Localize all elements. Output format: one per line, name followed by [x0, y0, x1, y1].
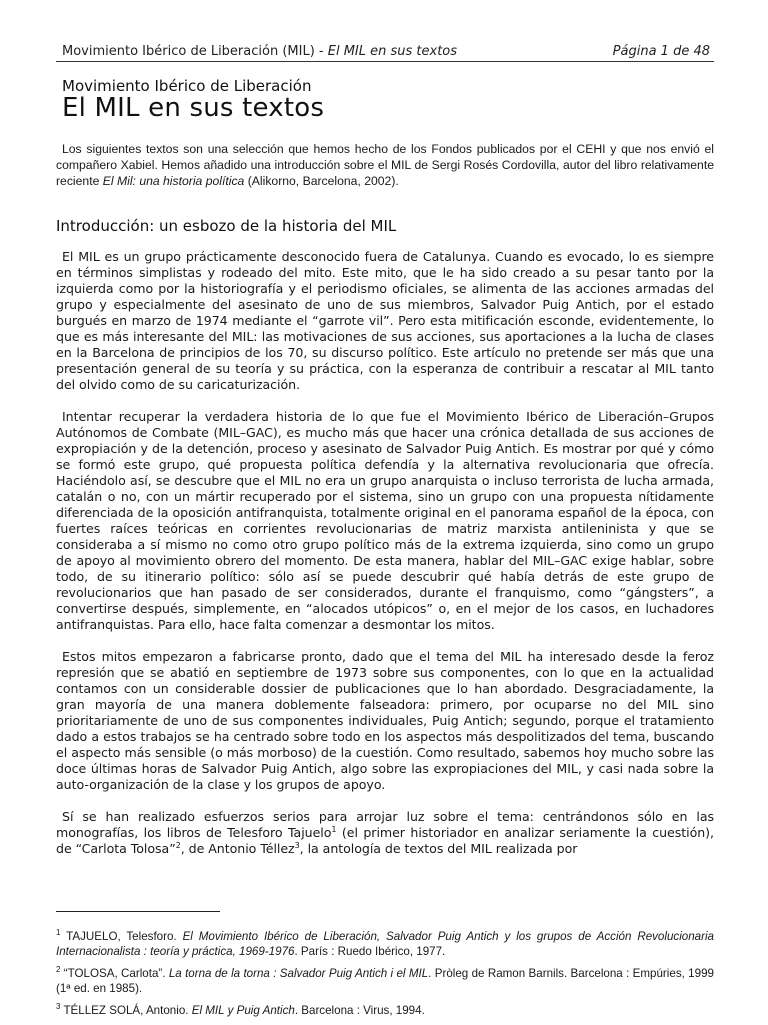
intro-book-title: El Mil: una historia política	[102, 174, 245, 188]
paragraph-3: Estos mitos empezaron a fabricarse pronto, dado que el tema del MIL ha interesado desde la feroz represión que se abatió en septiembre de 1973 sobre sus componentes, con lo que en la actualidad contamos con un considerable dossier de publicaciones que lo han abordado. Desgraciadamente, la gran mayoría de una manera doblemente falseadora: primero, por ocuparse no del MIL sino prioritariamente de uno de sus componentes individuales, Puig Antich; segundo, porque el tratamiento dado a estos trabajos se ha centrado sobre todo en los aspectos más despolitizados del tema, buscando el aspecto más sensible (o más morboso) de la cuestión. Como resultado, sabemos hoy mucho sobre las doce últimas horas de Salvador Puig Antich, algo sobre las expropiaciones del MIL, y casi nada sobre la auto-organización de la clase y los grupos de apoyo.	[56, 649, 714, 792]
running-header	[56, 44, 714, 62]
paragraph-4-part-c: , de Antonio Téllez	[180, 841, 295, 856]
footnote-1	[56, 929, 714, 959]
header-left	[56, 44, 457, 59]
header-left-plain: Movimiento Ibérico de Liberación (MIL) -	[62, 44, 328, 59]
paragraph-1: El MIL es un grupo prácticamente desconocido fuera de Catalunya. Cuando es evocado, lo es siempre en términos simplistas y rodeado del mito. Este mito, que le ha sido creado a su pesar tanto por la izquierda como por la historiografía y el periodismo oficiales, se alimenta de las acciones armadas del grupo y especialmente del asesinato de uno de sus miembros, Salvador Puig Antich, por el estado burgués en marzo de 1974 mediante el “garrote vil”. Pero esta mitificación esconde, evidentemente, lo que es más interesante del MIL: las motivaciones de sus acciones, sus aportaciones a la lucha de clases en la Barcelona de principios de los 70, su discurso político. Este artículo no pretende ser más que una presentación general de su teoría y su práctica, con la esperanza de contribuir a rescatar al MIL tanto del olvido como de su caricaturización.	[56, 249, 714, 392]
footnote-author: “TOLOSA, Carlota”.	[63, 967, 169, 980]
footnote-number: 1	[56, 928, 61, 938]
footnote-author: TÉLLEZ SOLÁ, Antonio.	[63, 1004, 192, 1017]
intro-note	[56, 141, 714, 189]
footnote-2	[56, 966, 714, 996]
paragraph-4-part-d: , la antología de textos del MIL realizada por	[299, 841, 578, 856]
paragraph-4-part-a: Sí se han realizado esfuerzos serios para arrojar luz sobre el tema: centrándonos sólo en las monografías, los libros de Telesforo Tajuelo	[56, 809, 714, 840]
footnote-3	[56, 1003, 714, 1018]
footnote-title: El Movimiento Ibérico de Liberación, Salvador Puig Antich y los grupos de Acción Revolucionaria Internacionalista : teoría y práctica, 1969-1976	[56, 930, 715, 958]
footnote-publication: . Barcelona : Virus, 1994.	[294, 1004, 425, 1017]
footnote-ref-3[interactable]: 3	[294, 840, 300, 850]
footnote-divider	[56, 911, 220, 912]
document-supertitle: Movimiento Ibérico de Liberación	[62, 77, 312, 95]
footnote-author: TAJUELO, Telesforo.	[66, 930, 183, 943]
body-text	[56, 249, 714, 873]
footnotes	[56, 929, 714, 1025]
paragraph-4-part-b: (el primer historiador en analizar seriamente la cuestión), de “Carlota Tolosa”	[56, 825, 715, 856]
page-number: Página 1 de 48	[612, 44, 710, 59]
document-title: El MIL en sus textos	[62, 93, 325, 123]
footnote-number: 3	[56, 1002, 61, 1012]
footnote-title: La torna de la torna : Salvador Puig Antich i el MIL	[168, 967, 429, 980]
footnote-publication: . Pròleg de Ramon Barnils. Barcelona : Empúries, 1999 (1ª ed. en 1985).	[56, 967, 714, 995]
intro-text-a: Los siguientes textos son una selección que hemos hecho de los Fondos publicados por el CEHI y que nos envió el compañero Xabiel. Hemos añadido una introducción sobre el MIL de Sergi Rosés Cordovilla, autor del libro relativamente reciente	[56, 142, 714, 188]
intro-text-b: (Alikorno, Barcelona, 2002).	[244, 174, 399, 188]
paragraph-2: Intentar recuperar la verdadera historia de lo que fue el Movimiento Ibérico de Liberación–Grupos Autónomos de Combate (MIL–GAC), es mucho más que hacer una crónica detallada de sus acciones de expropiación y de la detención, proceso y asesinato de Salvador Puig Antich. Es mostrar por qué y cómo se formó este grupo, qué propuesta política defendía y la alternativa revolucionaria que ofrecía. Haciéndolo así, se descubre que el MIL no era un grupo anarquista o incluso terrorista de lucha armada, catalán o no, con un mártir recuperado por el sistema, sino un grupo con una propuesta nítidamente diferenciada de la oposición antifranquista, totalmente original en el panorama español de la época, con fuertes raíces teóricas en corrientes revolucionarias de matriz marxista antileninista y que se consideraba a sí mismo no como otro grupo político más de la extrema izquierda, sino como un grupo de apoyo al movimiento obrero del momento. De esta manera, hablar del MIL–GAC exige hablar, sobre todo, de su itinerario político: sólo así se puede descubrir qué había detrás de este grupo de revolucionarios que han pasado de ser considerados, durante el franquismo, como “gángsters”, a convertirse después, simplemente, en “alocados utópicos” o, en el mejor de los casos, en luchadores antifranquistas. Para ello, hace falta comenzar a desmontar los mitos.	[56, 409, 714, 632]
footnote-publication: . París : Ruedo Ibérico, 1977.	[294, 945, 446, 958]
section-heading: Introducción: un esbozo de la historia del MIL	[56, 217, 397, 235]
footnote-number: 2	[56, 965, 61, 975]
paragraph-4	[56, 809, 714, 857]
footnote-ref-1[interactable]: 1	[331, 824, 337, 834]
footnote-title: El MIL y Puig Antich	[191, 1004, 295, 1017]
header-left-italic: El MIL en sus textos	[327, 44, 458, 59]
footnote-ref-2[interactable]: 2	[175, 840, 181, 850]
